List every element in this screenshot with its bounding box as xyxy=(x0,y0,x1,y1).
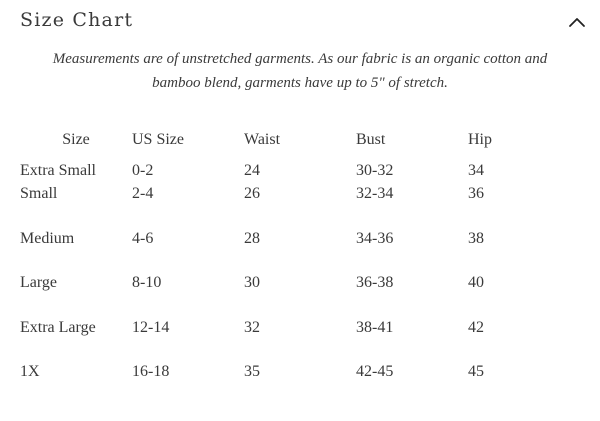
bust-cell: 32-34 xyxy=(356,185,394,202)
bust-cell: 38-41 xyxy=(356,318,394,336)
waist-cell: 35 xyxy=(244,363,260,381)
bust-cell: 30-32 xyxy=(356,162,394,179)
size-cell: Large xyxy=(20,274,58,292)
size-cell: 1X xyxy=(20,363,40,381)
collapse-button[interactable] xyxy=(566,11,588,33)
us-size-cell: 2-4 xyxy=(132,185,154,202)
us-size-cell: 4-6 xyxy=(132,229,154,247)
us-size-cell: 12-14 xyxy=(132,318,170,336)
chevron-up-icon xyxy=(566,11,588,33)
us-size-cell: 8-10 xyxy=(132,274,162,292)
column-header-waist: Waist xyxy=(244,131,281,148)
column-header-us-size: US Size xyxy=(132,131,184,148)
table-row xyxy=(20,182,548,227)
measurement-note: Measurements are of unstretched garments. As our fabric is an organic cotton and bamboo blend, garments have up to 5" of stretch. xyxy=(52,51,548,91)
size-cell: Medium xyxy=(20,229,75,247)
size-cell: Small xyxy=(20,185,58,202)
bust-cell: 34-36 xyxy=(356,229,394,247)
table-row xyxy=(20,227,548,272)
hip-cell: 34 xyxy=(468,162,484,179)
column-header-hip: Hip xyxy=(468,131,492,148)
column-header-bust: Bust xyxy=(356,131,386,148)
page-title: Size Chart xyxy=(20,9,134,31)
waist-cell: 32 xyxy=(244,318,260,336)
waist-cell: 24 xyxy=(244,162,260,179)
size-table xyxy=(20,128,548,405)
hip-cell: 45 xyxy=(468,363,484,381)
waist-cell: 30 xyxy=(244,274,260,292)
hip-cell: 36 xyxy=(468,185,484,202)
size-cell: Extra Small xyxy=(20,162,96,179)
waist-cell: 28 xyxy=(244,229,260,247)
table-row xyxy=(20,271,548,316)
bust-cell: 42-45 xyxy=(356,363,394,381)
waist-cell: 26 xyxy=(244,185,260,202)
table-row xyxy=(20,360,548,405)
size-chart-header[interactable] xyxy=(20,9,588,37)
hip-cell: 38 xyxy=(468,229,484,247)
table-header-row xyxy=(20,128,548,152)
size-cell: Extra Large xyxy=(20,318,96,336)
table-row xyxy=(20,152,548,182)
us-size-cell: 0-2 xyxy=(132,162,154,179)
hip-cell: 42 xyxy=(468,318,484,336)
table-row xyxy=(20,316,548,361)
column-header-size: Size xyxy=(62,131,90,148)
us-size-cell: 16-18 xyxy=(132,363,170,381)
bust-cell: 36-38 xyxy=(356,274,394,292)
hip-cell: 40 xyxy=(468,274,484,292)
